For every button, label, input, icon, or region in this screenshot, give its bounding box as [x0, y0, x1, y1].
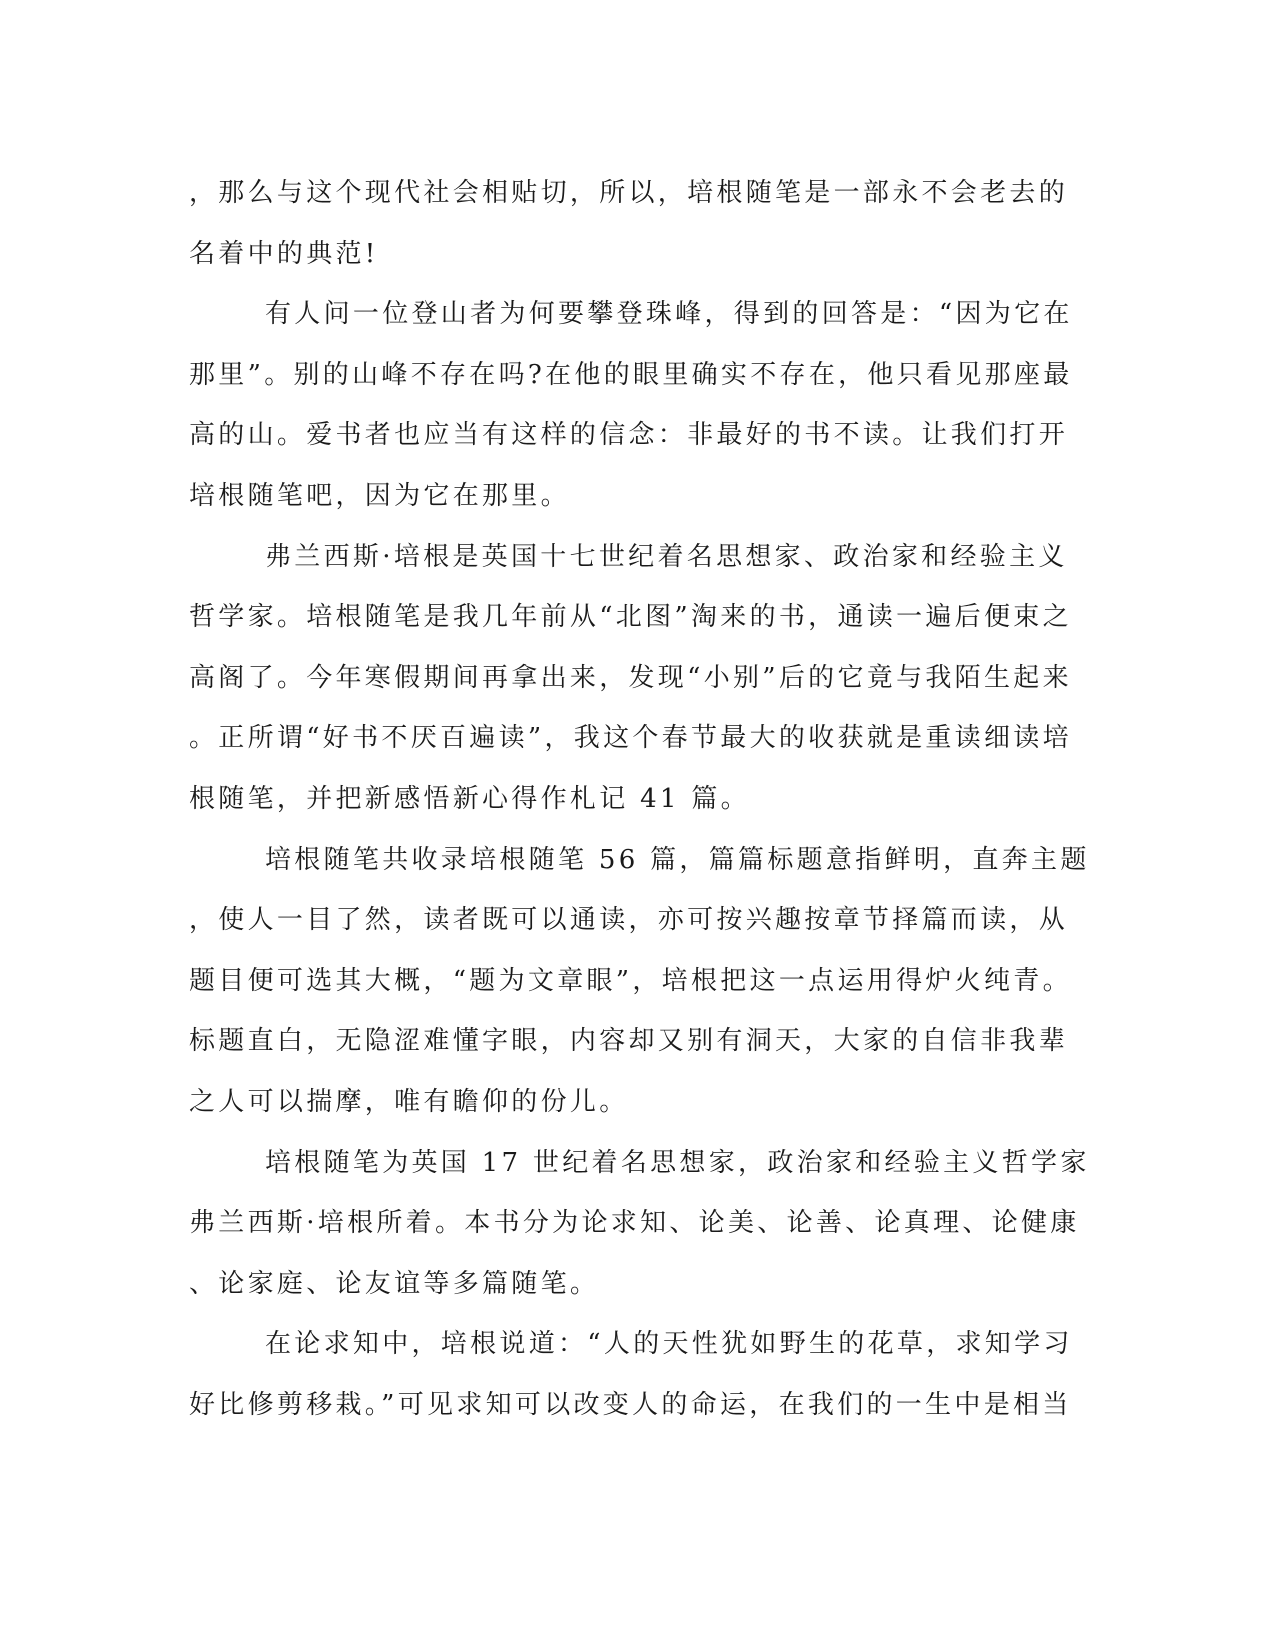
text-line: 题目便可选其大概，“题为文章眼”，培根把这一点运用得炉火纯青。 [189, 965, 1072, 996]
text-line: 在论求知中，培根说道：“人的天性犹如野生的花草，求知学习 [265, 1329, 1073, 1360]
text-line: ，那么与这个现代社会相贴切，所以，培根随笔是一部永不会老去的 [189, 178, 1069, 208]
text-line: 培根随笔为英国 17 世纪着名思想家，政治家和经验主义哲学家 [265, 1147, 1090, 1178]
text-line: 高阁了。今年寒假期间再拿出来，发现“小别”后的它竟与我陌生起来 [189, 662, 1072, 693]
text-line: 高的山。爱书者也应当有这样的信念：非最好的书不读。让我们打开 [189, 420, 1069, 451]
text-line: 。正所谓“好书不厌百遍读”，我这个春节最大的收获就是重读细读培 [189, 723, 1072, 754]
text-line: 哲学家。培根随笔是我几年前从“北图”淘来的书，通读一遍后便束之 [189, 602, 1072, 633]
text-line: 培根随笔吧，因为它在那里。 [189, 480, 570, 511]
text-line: ，使人一目了然，读者既可以通读，亦可按兴趣按章节择篇而读，从 [189, 905, 1069, 936]
body-text [189, 163, 1090, 1435]
text-line: 有人问一位登山者为何要攀登珠峰，得到的回答是：“因为它在 [265, 299, 1073, 330]
text-line: 弗兰西斯·培根所着。本书分为论求知、论美、论善、论真理、论健康 [189, 1208, 1080, 1239]
text-line: 、论家庭、论友谊等多篇随笔。 [189, 1268, 600, 1299]
text-line: 弗兰西斯·培根是英国十七世纪着名思想家、政治家和经验主义 [265, 541, 1068, 572]
text-line: 标题直白，无隐涩难懂字眼，内容却又别有洞天，大家的自信非我辈 [189, 1026, 1069, 1057]
text-line: 好比修剪移栽。”可见求知可以改变人的命运，在我们的一生中是相当 [189, 1389, 1072, 1420]
text-line: 名着中的典范! [189, 238, 379, 269]
text-line: 培根随笔共收录培根随笔 56 篇，篇篇标题意指鲜明，直奔主题 [265, 844, 1090, 875]
text-line: 根随笔，并把新感悟新心得作札记 41 篇。 [189, 783, 750, 814]
text-line: 之人可以揣摩，唯有瞻仰的份儿。 [189, 1086, 629, 1117]
text-line: 那里”。别的山峰不存在吗?在他的眼里确实不存在，他只看见那座最 [189, 359, 1073, 390]
